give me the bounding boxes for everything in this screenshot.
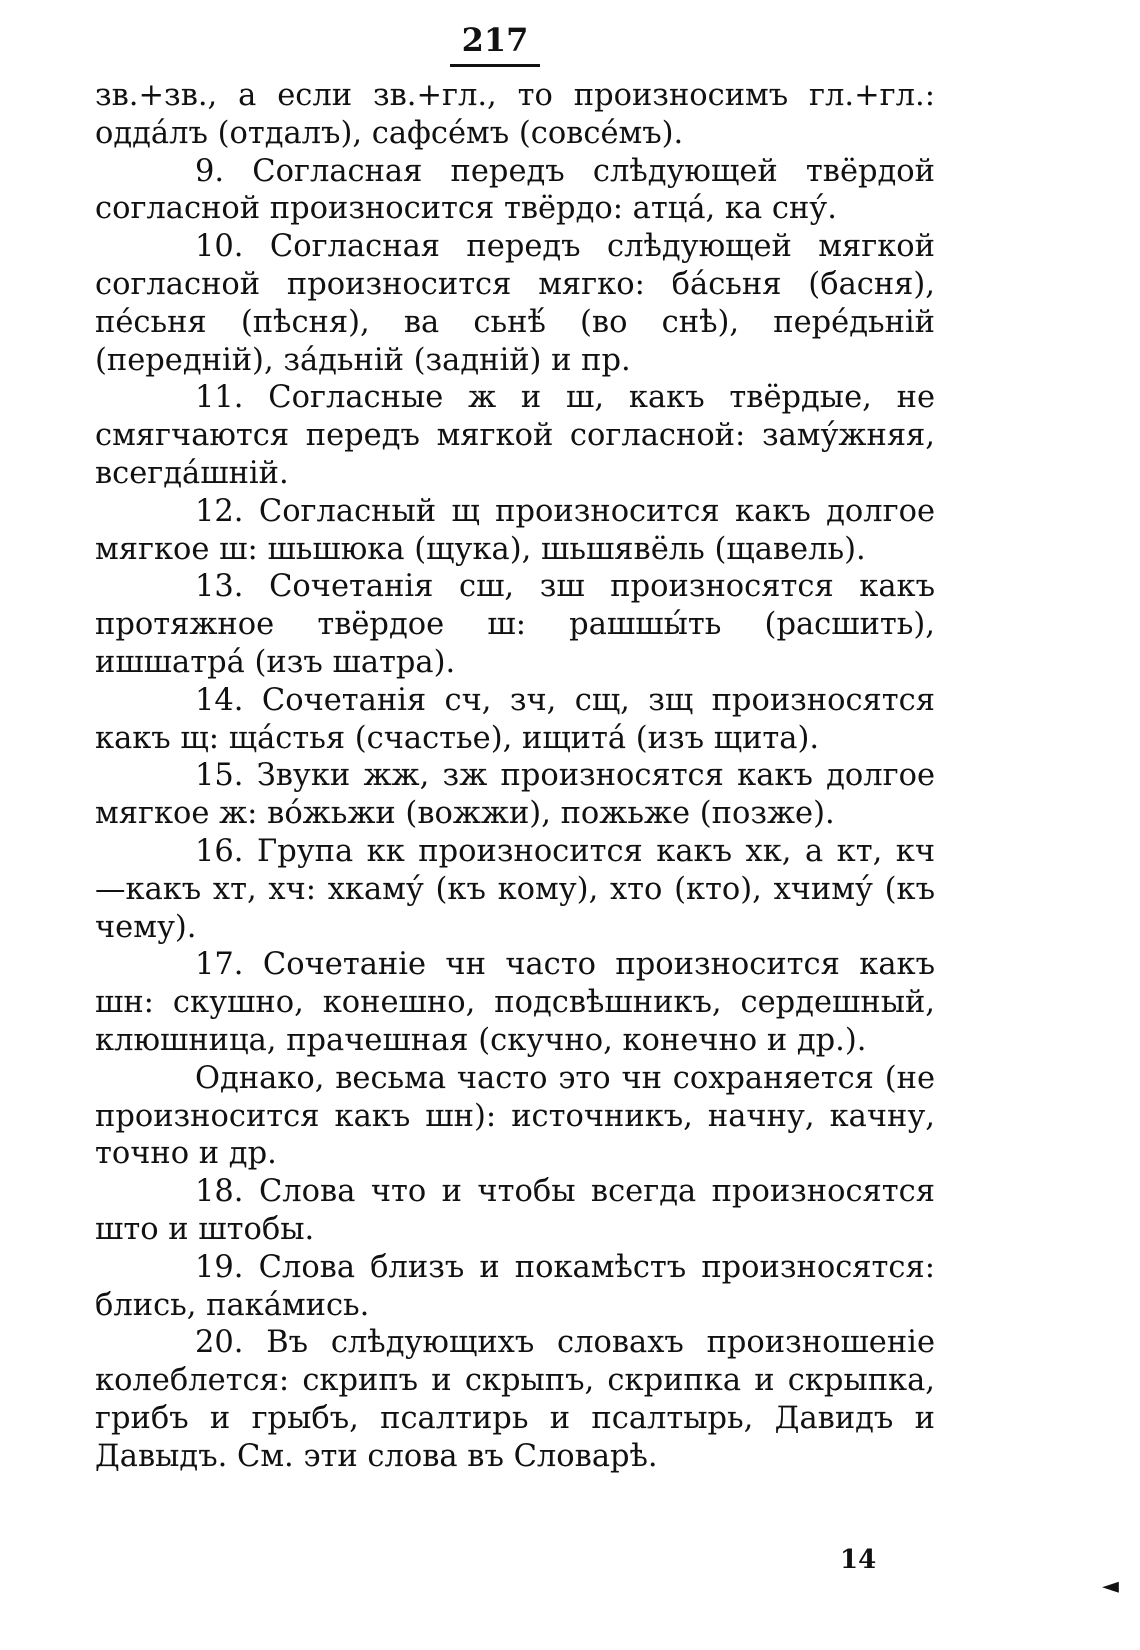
paragraph-rule-10: 10. Согласная передъ слѣдующей мягкой согласной произносится мягко: ба́сьня (басня), пе́сьня (пѣсня), ва сьнѣ́ (во снѣ), пере́дьній (передній), за́дьній (задній) и пр. <box>95 229 935 378</box>
paragraph-rule-20: 20. Въ слѣдующихъ словахъ произношеніе колеблется: скрипъ и скрыпъ, скрипка и скрыпка, грибъ и грыбъ, псалтирь и псалтырь, Давидъ и Давыдъ. См. эти слова въ Словарѣ. <box>95 1325 935 1474</box>
paragraph-rule-12: 12. Согласный щ произносится какъ долгое мягкое ш: шьшюка (щука), шьшявёль (щавель). <box>95 493 935 567</box>
paragraph-rule-19: 19. Слова близъ и покамѣстъ произносятся: блись, пака́мись. <box>95 1249 935 1323</box>
paragraph-rule-17: 17. Сочетаніе чн часто произносится какъ шн: скушно, конешно, подсвѣшникъ, сердешный, клюшница, прачешная (скучно, конечно и др.). <box>95 947 935 1058</box>
paragraph-rule-11: 11. Согласные ж и ш, какъ твёрдые, не смягчаются передъ мягкой согласной: заму́жняя, всегда́шній. <box>95 380 935 491</box>
page-number-top: 217 <box>461 21 529 59</box>
corner-arrow-icon: ◄ <box>1102 1574 1119 1599</box>
paragraph-rule-16: 16. Група кк произносится какъ хк, а кт, кч—какъ хт, хч: хкаму́ (къ кому), хто (кто), хчиму́ (къ чему). <box>95 833 935 945</box>
paragraph-rule-14: 14. Сочетанія сч, зч, сщ, зщ произносятся какъ щ: ща́стья (счастье), ищита́ (изъ щита). <box>95 682 935 756</box>
header-rule <box>450 64 540 67</box>
page-body <box>95 20 935 1475</box>
page-number-bottom: 14 <box>840 1545 877 1575</box>
paragraph-rule-9: 9. Согласная передъ слѣдующей твёрдой согласной произносится твёрдо: атца́, ка сну́. <box>95 153 935 227</box>
paragraph-note: Однако, весьма часто это чн сохраняется (не произносится какъ шн): источникъ, начну, качну, точно и др. <box>95 1060 935 1172</box>
paragraph-rule-18: 18. Слова что и чтобы всегда произносятся што и штобы. <box>95 1174 935 1247</box>
paragraph-continuation: зв.+зв., а если зв.+гл., то произносимъ гл.+гл.: одда́лъ (отдалъ), сафсе́мъ (совсе́мъ). <box>95 78 935 151</box>
paragraph-rule-13: 13. Сочетанія сш, зш произносятся какъ протяжное твёрдое ш: рашшы́ть (расшить), ишшатра́ (изъ шатра). <box>95 569 935 680</box>
paragraph-rule-15: 15. Звуки жж, зж произносятся какъ долгое мягкое ж: во́жьжи (вожжи), пожьже (позже). <box>95 758 935 832</box>
